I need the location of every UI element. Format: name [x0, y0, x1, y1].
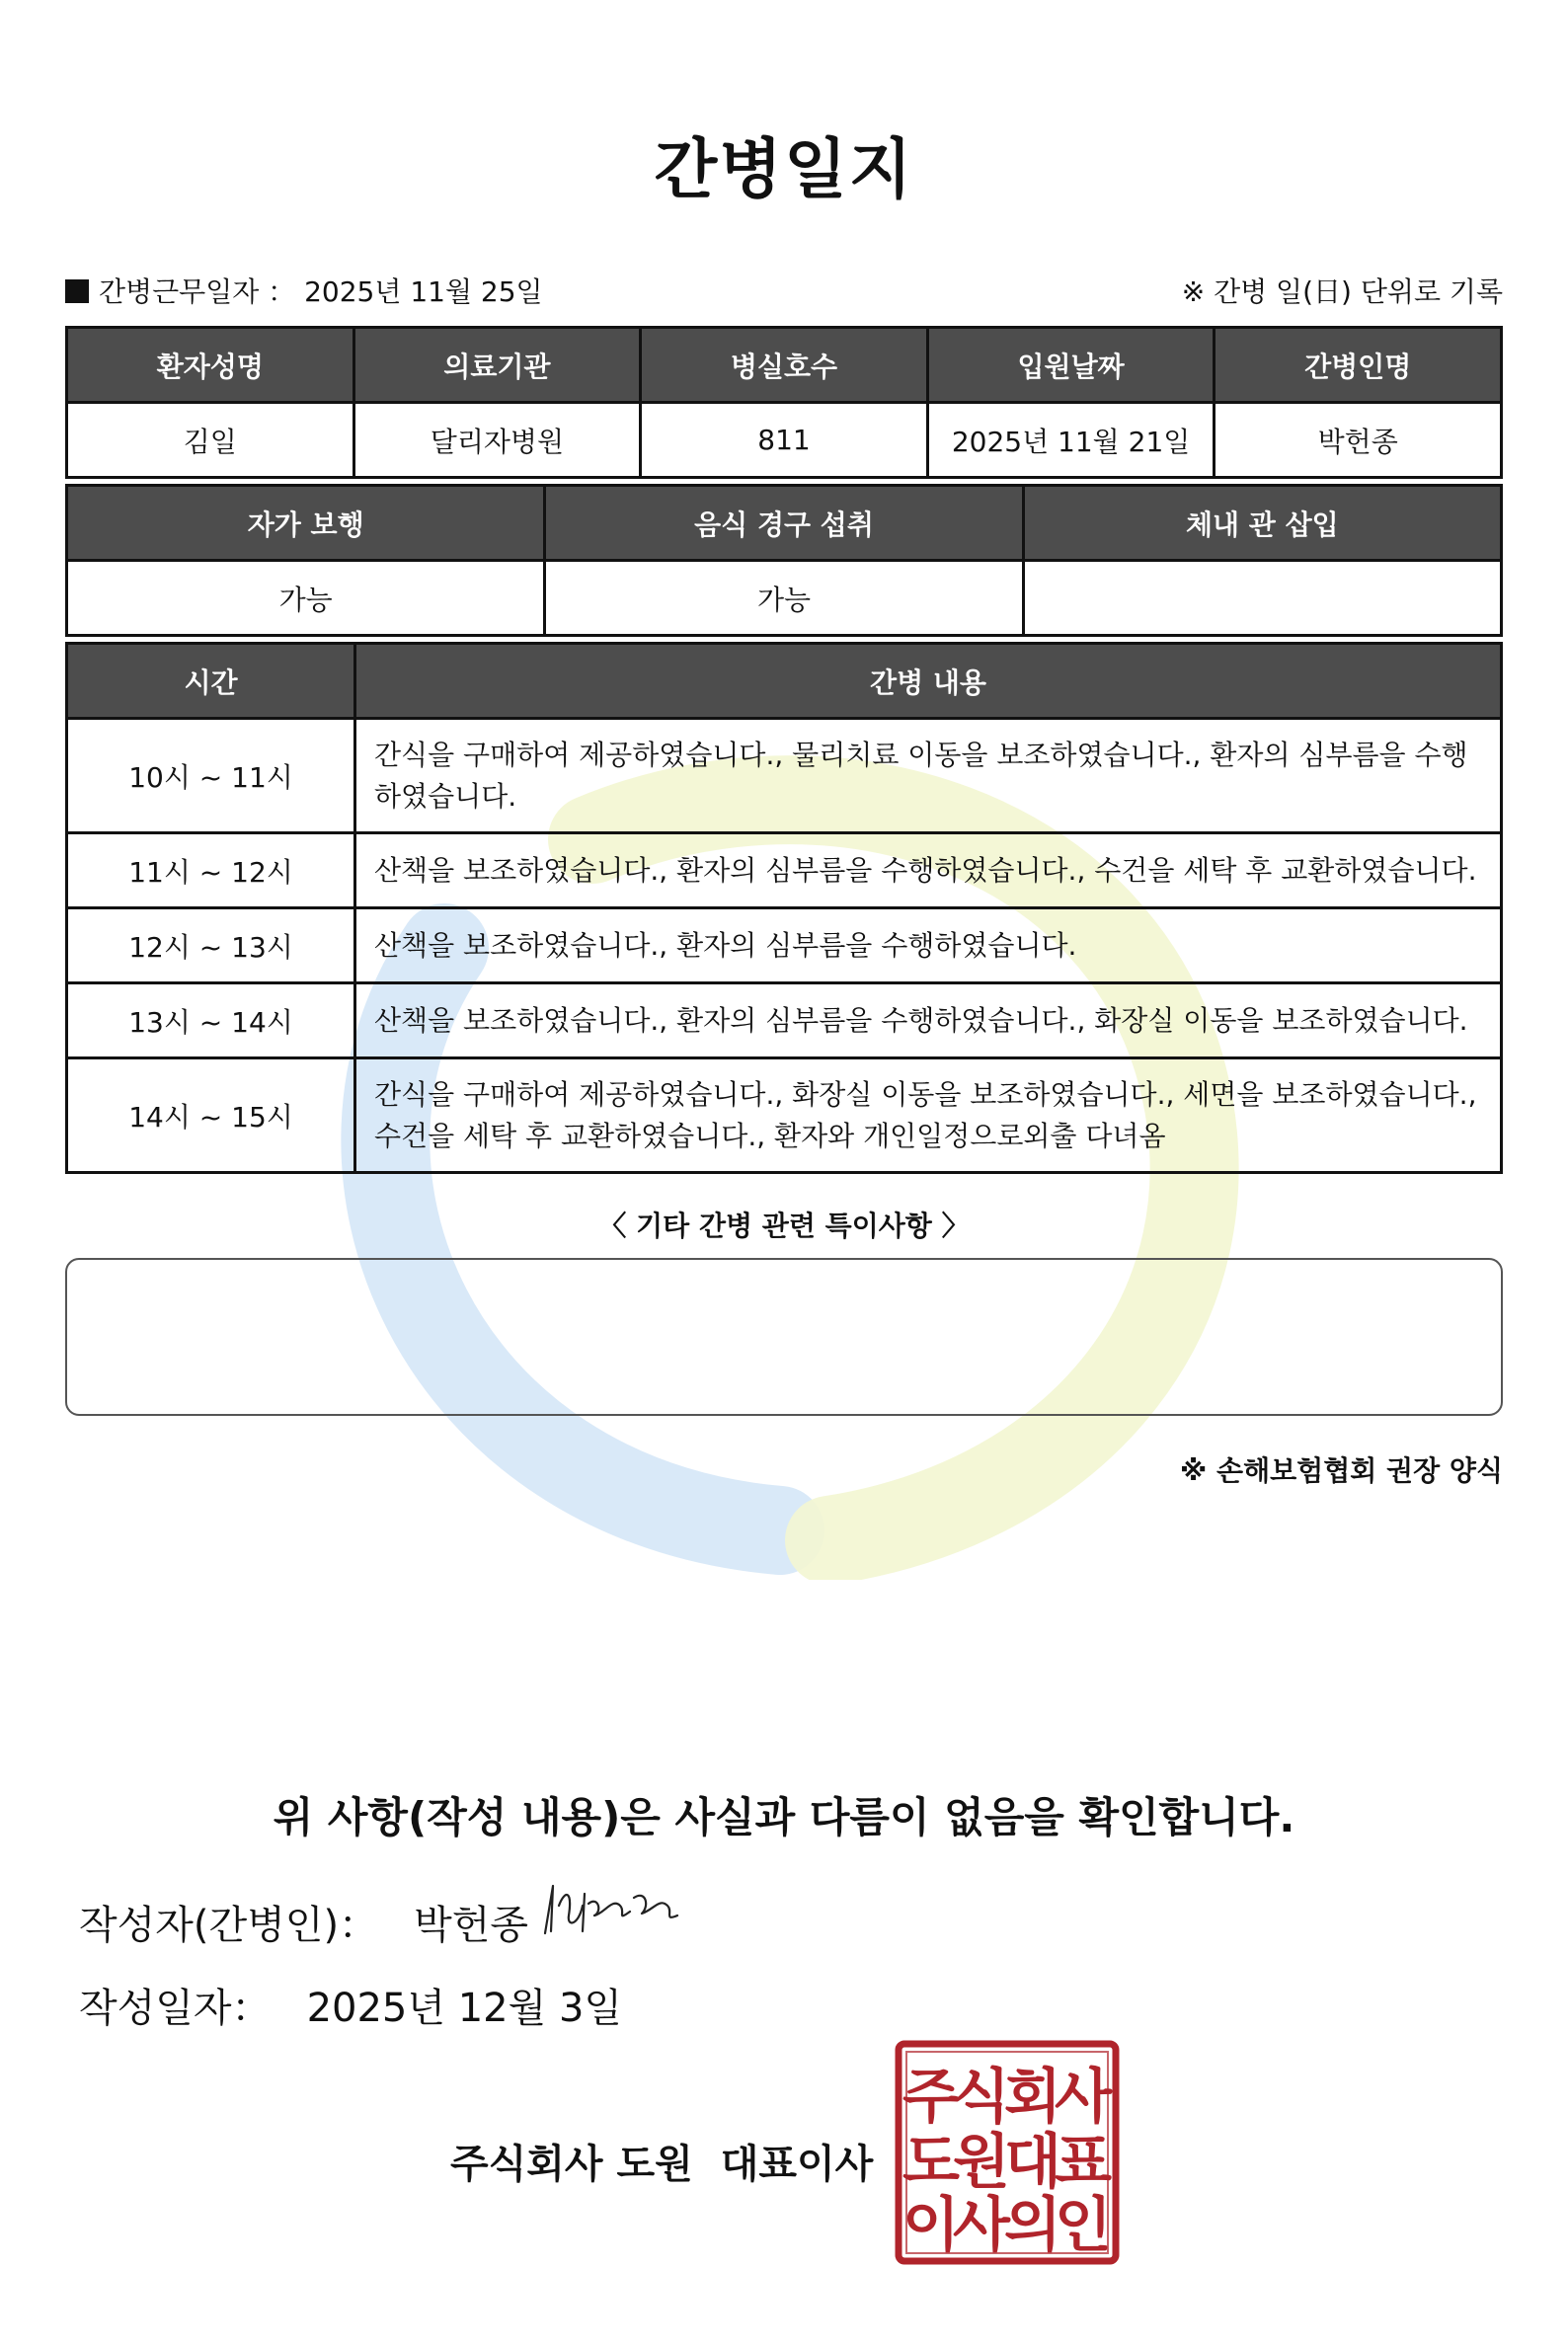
svg-text:원: 원 [953, 2128, 1010, 2197]
header-time: 시간 [67, 644, 355, 719]
written-date-label: 작성일자： [79, 1986, 272, 2031]
written-date-value: 2025년 12월 3일 [306, 1986, 623, 2031]
patient-name: 김일 [67, 403, 354, 478]
patient-info-table [65, 326, 1503, 479]
care-log-header-row [67, 644, 1502, 719]
institution: 달리자병원 [353, 403, 641, 478]
header-tube-insertion: 체내 관 삽입 [1023, 486, 1501, 561]
patient-header-row [67, 328, 1502, 403]
recommend-note: ※ 손해보험협회 권장 양식 [1180, 1454, 1503, 1487]
writer-name: 박헌종 [414, 1903, 528, 1948]
care-content: 간식을 구매하여 제공하였습니다., 화장실 이동을 보조하였습니다., 세면을 보조하였습니다., 수건을 세탁 후 교환하였습니다., 환자와 개인일정으로외출 다녀옴 [355, 1058, 1502, 1173]
writer-line [79, 1894, 528, 1950]
care-content: 산책을 보조하였습니다., 환자의 심부름을 수행하였습니다. [355, 908, 1502, 983]
status-value-row [67, 561, 1502, 636]
care-time: 13시 ~ 14시 [67, 983, 355, 1058]
company-name: 주식회사 도원 [450, 2142, 693, 2187]
admission-date: 2025년 11월 21일 [927, 403, 1215, 478]
square-bullet-icon [65, 279, 89, 303]
header-institution: 의료기관 [353, 328, 641, 403]
table-row [67, 1058, 1502, 1173]
svg-text:사: 사 [953, 2191, 1010, 2260]
svg-text:사: 사 [1055, 2063, 1112, 2132]
patient-status-table [65, 484, 1503, 637]
svg-text:도: 도 [902, 2128, 960, 2197]
header-self-walking: 자가 보행 [67, 486, 545, 561]
caregiver-name: 박헌종 [1215, 403, 1502, 478]
oral-intake-value: 가능 [545, 561, 1023, 636]
care-log-table [65, 642, 1503, 1174]
svg-text:대: 대 [1004, 2128, 1061, 2197]
company-position: 대표이사 [720, 2142, 874, 2187]
header-room-number: 병실호수 [641, 328, 928, 403]
table-row [67, 983, 1502, 1058]
tube-insertion-value [1023, 561, 1501, 636]
work-date-line: 간병근무일자 ： 2025년 11월 25일 [65, 271, 543, 310]
svg-text:식: 식 [953, 2063, 1010, 2132]
svg-text:회: 회 [1004, 2063, 1061, 2132]
care-time: 12시 ~ 13시 [67, 908, 355, 983]
header-patient-name: 환자성명 [67, 328, 354, 403]
care-time: 10시 ~ 11시 [67, 719, 355, 833]
care-content: 산책을 보조하였습니다., 환자의 심부름을 수행하였습니다., 화장실 이동을 보조하였습니다. [355, 983, 1502, 1058]
care-time: 14시 ~ 15시 [67, 1058, 355, 1173]
status-header-row [67, 486, 1502, 561]
company-line [450, 2133, 873, 2189]
unit-note: ※ 간병 일(日) 단위로 기록 [1181, 275, 1503, 308]
work-date-value: 2025년 11월 25일 [304, 275, 543, 308]
table-row [67, 908, 1502, 983]
written-date-line [79, 1977, 622, 2033]
writer-label: 작성자(간병인)： [79, 1903, 379, 1948]
table-row [67, 719, 1502, 833]
handwritten-signature-icon [539, 1876, 687, 1945]
room-number: 811 [641, 403, 928, 478]
care-time: 11시 ~ 12시 [67, 833, 355, 908]
care-content: 산책을 보조하였습니다., 환자의 심부름을 수행하였습니다., 수건을 세탁 후 교환하였습니다. [355, 833, 1502, 908]
care-content: 간식을 구매하여 제공하였습니다., 물리치료 이동을 보조하였습니다., 환자의 심부름을 수행하였습니다. [355, 719, 1502, 833]
table-row [67, 833, 1502, 908]
company-seal-icon [895, 2040, 1120, 2265]
patient-value-row [67, 403, 1502, 478]
remarks-box [65, 1258, 1503, 1416]
confirmation-statement: 위 사항(작성 내용)은 사실과 다름이 없음을 확인합니다. [273, 1793, 1295, 1841]
document-title: 간병일지 [654, 131, 914, 207]
header-care-content: 간병 내용 [355, 644, 1502, 719]
svg-text:인: 인 [1055, 2191, 1112, 2260]
header-caregiver-name: 간병인명 [1215, 328, 1502, 403]
svg-text:표: 표 [1055, 2128, 1112, 2197]
remarks-title: 〈 기타 간병 관련 특이사항 〉 [598, 1210, 970, 1242]
work-date-label: 간병근무일자 [99, 275, 260, 308]
svg-text:이: 이 [902, 2191, 960, 2260]
header-oral-intake: 음식 경구 섭취 [545, 486, 1023, 561]
svg-text:주: 주 [902, 2063, 960, 2132]
svg-text:의: 의 [1004, 2191, 1061, 2260]
header-admission-date: 입원날짜 [927, 328, 1215, 403]
self-walking-value: 가능 [67, 561, 545, 636]
